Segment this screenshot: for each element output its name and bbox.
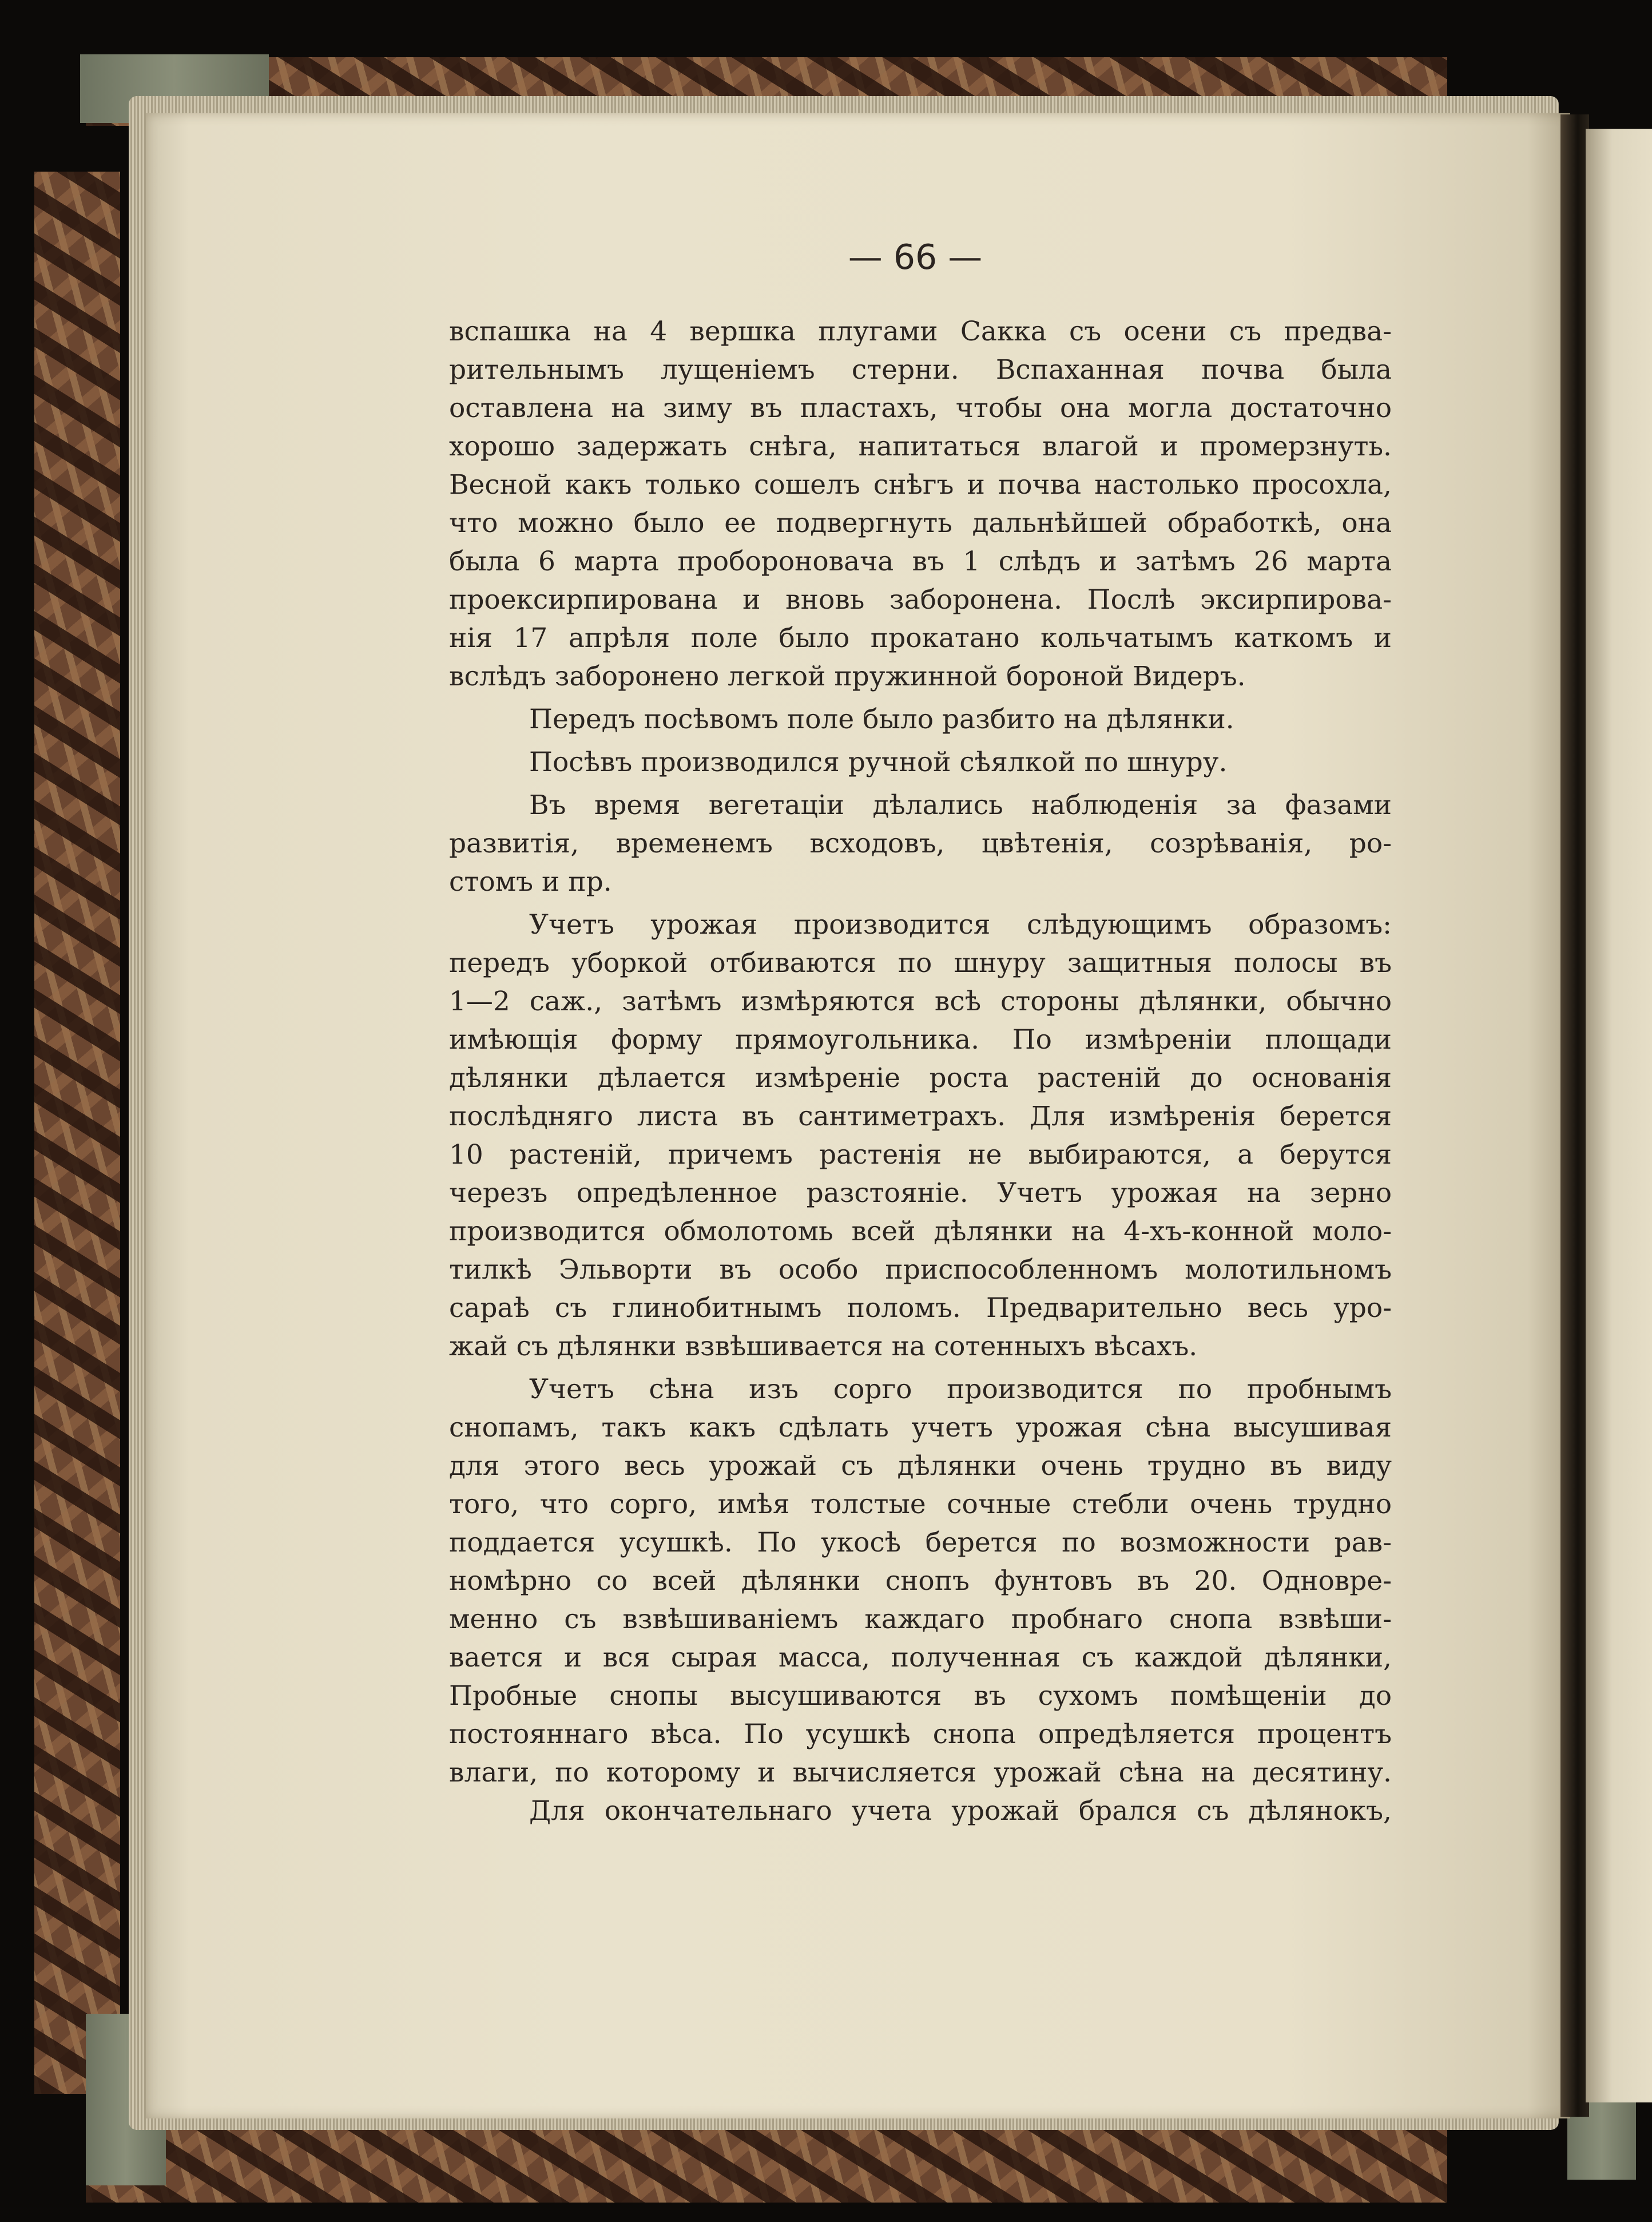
- page-number: — 66 —: [848, 237, 983, 277]
- facing-page-edge: [1586, 129, 1652, 2102]
- body-text: [449, 312, 1392, 1830]
- text-line: 10 растеній, причемъ растенія не выбираются, а берутся: [449, 1139, 1392, 1170]
- text-line: жай съ дѣлянки взвѣшивается на сотенныхъ вѣсахъ.: [449, 1331, 1198, 1362]
- text-line: влаги, по которому и вычисляется урожай сѣна на десятину.: [449, 1757, 1392, 1788]
- text-line: рительнымъ лущеніемъ стерни. Вспаханная почва была: [449, 354, 1392, 386]
- text-line: вается и вся сырая масса, полученная съ каждой дѣлянки,: [449, 1642, 1392, 1673]
- text-line: для этого весь урожай съ дѣлянки очень трудно въ виду: [449, 1450, 1392, 1482]
- text-line: производится обмолотомь всей дѣлянки на 4-хъ-конной моло-: [449, 1216, 1392, 1247]
- text-line: передъ уборкой отбиваются по шнуру защитныя полосы въ: [449, 947, 1392, 979]
- text-line: развитія, временемъ всходовъ, цвѣтенія, созрѣванія, ро-: [449, 828, 1392, 859]
- marbled-cover-left: [34, 172, 120, 2094]
- text-line: сараѣ съ глинобитнымъ поломъ. Предварительно весь уро-: [449, 1292, 1392, 1324]
- text-line: стомъ и пр.: [449, 866, 612, 898]
- text-line: Пробные снопы высушиваются въ сухомъ помѣщеніи до: [449, 1680, 1392, 1712]
- text-line: Посѣвъ производился ручной сѣялкой по шнуру.: [529, 747, 1228, 778]
- text-line: менно съ взвѣшиваніемъ каждаго пробнаго снопа взвѣши-: [449, 1604, 1392, 1635]
- text-line: Учетъ урожая производится слѣдующимъ образомъ:: [529, 909, 1392, 941]
- text-line: вспашка на 4 вершка плугами Сакка съ осени съ предва-: [449, 316, 1392, 347]
- text-line: тилкѣ Эльворти въ особо приспособленномъ молотильномъ: [449, 1254, 1392, 1285]
- text-line: Для окончательнаго учета урожай брался съ дѣлянокъ,: [529, 1795, 1392, 1827]
- text-line: хорошо задержать снѣга, напитаться влагой и промерзнуть.: [449, 431, 1392, 462]
- text-line: поддается усушкѣ. По укосѣ берется по возможности рав-: [449, 1527, 1392, 1558]
- text-line: проексирпирована и вновь заборонена. Послѣ эксирпирова-: [449, 584, 1392, 616]
- text-line: Передъ посѣвомъ поле было разбито на дѣлянки.: [529, 704, 1234, 735]
- text-line: черезъ опредѣленное разстояніе. Учетъ урожая на зерно: [449, 1177, 1392, 1209]
- text-line: постояннаго вѣса. По усушкѣ снопа опредѣляется процентъ: [449, 1719, 1392, 1750]
- text-line: дѣлянки дѣлается измѣреніе роста растеній до основанія: [449, 1062, 1392, 1094]
- book-gutter: [1560, 114, 1589, 2117]
- text-line: снопамъ, такъ какъ сдѣлать учетъ урожая сѣна высушивая: [449, 1412, 1392, 1443]
- text-line: что можно было ее подвергнуть дальнѣйшей обработкѣ, она: [449, 507, 1392, 539]
- text-line: вслѣдъ заборонено легкой пружинной бороной Видеръ.: [449, 661, 1246, 692]
- text-line: Учетъ сѣна изъ сорго производится по пробнымъ: [529, 1374, 1392, 1405]
- text-line: Весной какъ только сошелъ снѣгъ и почва настолько просохла,: [449, 469, 1392, 501]
- text-line: того, что сорго, имѣя толстые сочные стебли очень трудно: [449, 1489, 1392, 1520]
- text-line: имѣющія форму прямоугольника. По измѣреніи площади: [449, 1024, 1392, 1056]
- text-line: 1—2 саж., затѣмъ измѣряются всѣ стороны дѣлянки, обычно: [449, 986, 1392, 1017]
- text-line: была 6 марта пробороновача въ 1 слѣдъ и затѣмъ 26 марта: [449, 546, 1392, 577]
- text-line: нія 17 апрѣля поле было прокатано кольчатымъ каткомъ и: [449, 622, 1392, 654]
- text-line: Въ время вегетаціи дѣлались наблюденія за фазами: [529, 789, 1392, 821]
- text-line: послѣдняго листа въ сантиметрахъ. Для измѣренія берется: [449, 1101, 1392, 1132]
- text-line: номѣрно со всей дѣлянки снопъ фунтовъ въ 20. Одновре-: [449, 1565, 1392, 1597]
- text-line: оставлена на зиму въ пластахъ, чтобы она могла достаточно: [449, 392, 1392, 424]
